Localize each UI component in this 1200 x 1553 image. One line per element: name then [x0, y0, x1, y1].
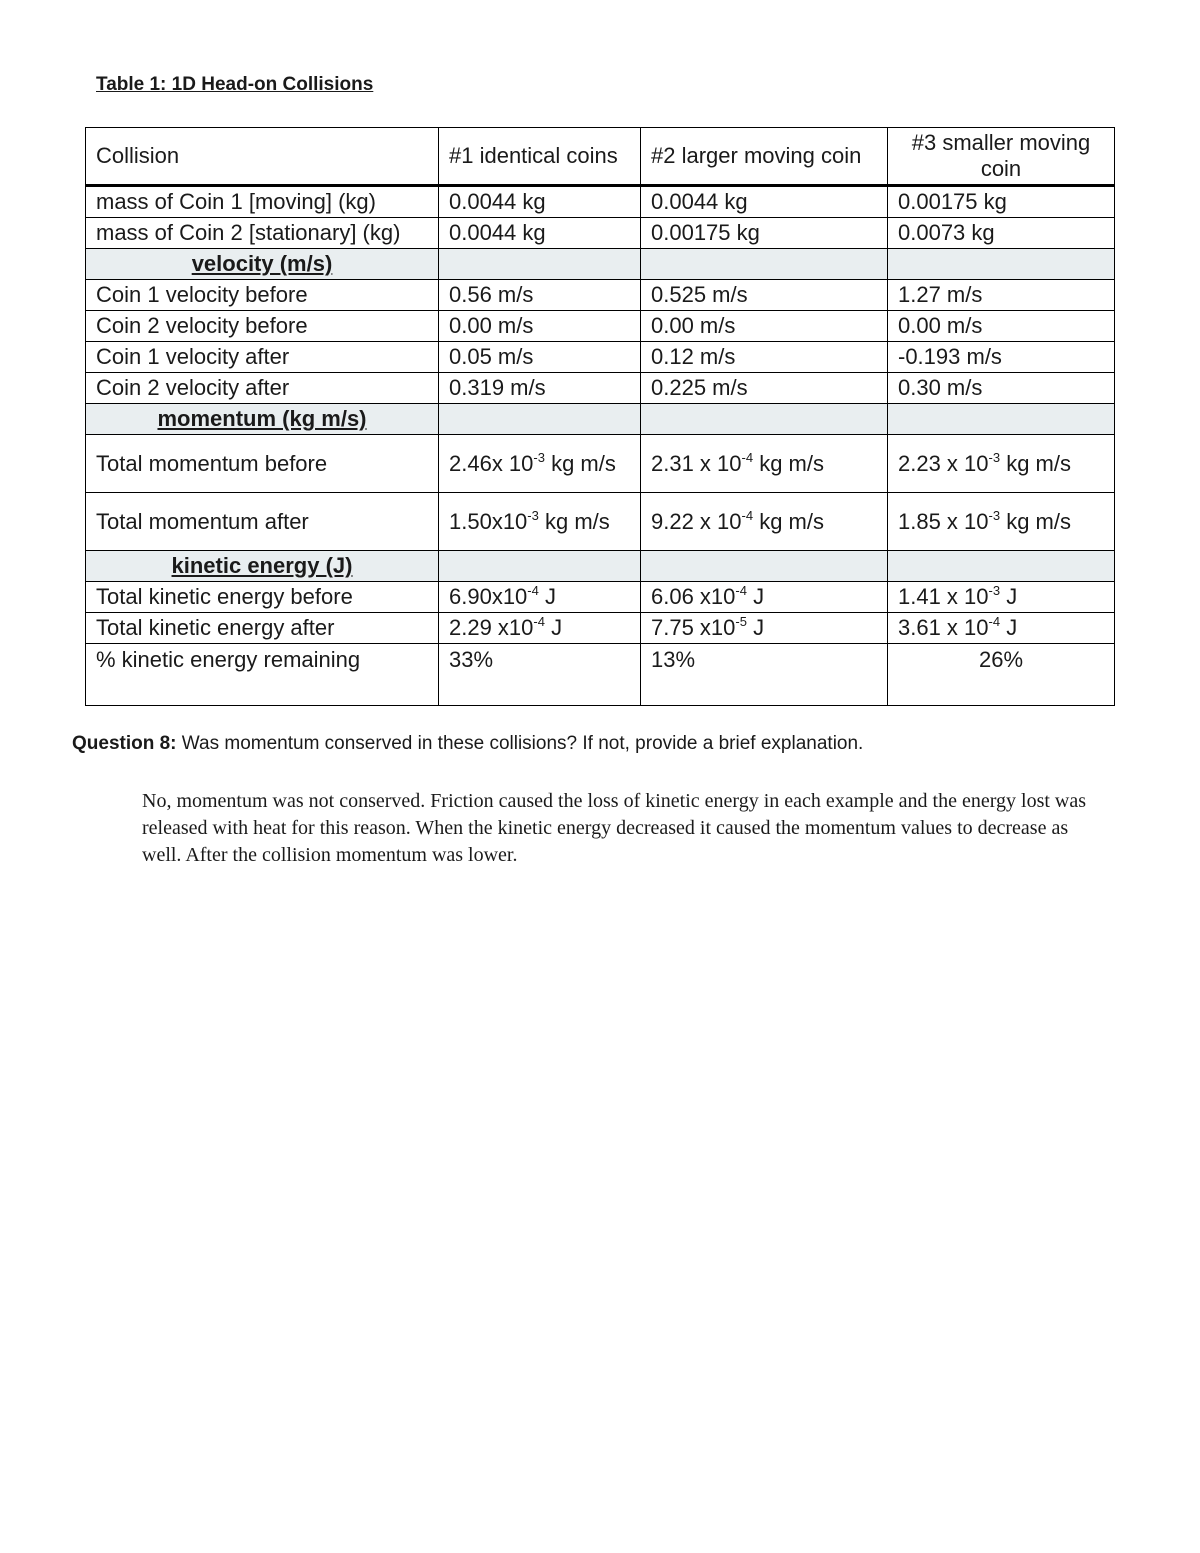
table-cell: 0.56 m/s: [439, 280, 641, 311]
value-unit: J: [746, 584, 765, 609]
value-unit: J: [544, 615, 563, 640]
table-cell: [888, 613, 1115, 644]
table-cell: -0.193 m/s: [888, 342, 1115, 373]
value-unit: J: [746, 615, 765, 640]
value-base: 1.50x10: [449, 508, 528, 534]
header-cell: #2 larger moving coin: [641, 128, 888, 186]
value-exponent: -4: [735, 583, 747, 598]
value-unit: kg m/s: [1000, 450, 1071, 476]
table-cell: 0.05 m/s: [439, 342, 641, 373]
value-base: 2.31 x 10: [651, 450, 742, 476]
section-label: velocity (m/s): [86, 249, 439, 280]
table-cell: [641, 613, 888, 644]
row-label: % kinetic energy remaining: [86, 644, 439, 706]
row-label: Coin 1 velocity before: [86, 280, 439, 311]
collisions-table: [85, 127, 1115, 706]
table-cell: 0.0044 kg: [439, 186, 641, 218]
value-exponent: -4: [741, 507, 754, 523]
table-cell: 26%: [888, 644, 1115, 706]
table-cell: [439, 493, 641, 551]
value-exponent: -3: [988, 449, 1001, 465]
table-row: [86, 435, 1115, 493]
table-row: [86, 218, 1115, 249]
table-cell: 0.00175 kg: [888, 186, 1115, 218]
table-cell: [888, 404, 1115, 435]
table-cell: 0.319 m/s: [439, 373, 641, 404]
question-text: Was momentum conserved in these collisions? If not, provide a brief explanation.: [176, 733, 864, 754]
table-cell: 0.0073 kg: [888, 218, 1115, 249]
table-cell: [641, 493, 888, 551]
value-unit: kg m/s: [1000, 508, 1071, 534]
value-base: 9.22 x 10: [651, 508, 742, 534]
table-cell: 13%: [641, 644, 888, 706]
value-unit: J: [1000, 615, 1018, 640]
row-label: mass of Coin 1 [moving] (kg): [86, 186, 439, 218]
question-label: Question 8:: [72, 733, 177, 754]
table-row: [86, 280, 1115, 311]
table-cell: 0.00175 kg: [641, 218, 888, 249]
value-base: 7.75 x10: [651, 615, 736, 640]
section-row-energy: [86, 551, 1115, 582]
row-label: Coin 1 velocity after: [86, 342, 439, 373]
table-cell: [888, 551, 1115, 582]
header-cell: Collision: [86, 128, 439, 186]
value-base: 1.85 x 10: [898, 508, 989, 534]
table-cell: 0.0044 kg: [439, 218, 641, 249]
value-unit: J: [538, 584, 556, 609]
table-cell: 0.00 m/s: [439, 311, 641, 342]
value-exponent: -4: [988, 614, 1001, 629]
value-exponent: -4: [533, 614, 545, 629]
value-base: 2.23 x 10: [898, 450, 989, 476]
row-label: Total kinetic energy after: [86, 613, 439, 644]
table-cell: [888, 582, 1115, 613]
question-8: [72, 733, 863, 755]
value-base: 2.29 x10: [449, 615, 534, 640]
row-label: Total momentum before: [86, 435, 439, 493]
table-cell: [439, 613, 641, 644]
value-exponent: -4: [741, 449, 754, 465]
value-exponent: -3: [988, 583, 1001, 598]
table-row: [86, 342, 1115, 373]
table-row: [86, 186, 1115, 218]
value-exponent: -4: [527, 583, 539, 598]
value-base: 6.90x10: [449, 584, 528, 609]
header-cell: #3 smaller moving coin: [888, 128, 1115, 186]
table-cell: 0.225 m/s: [641, 373, 888, 404]
value-unit: J: [1000, 584, 1018, 609]
table-cell: 0.00 m/s: [641, 311, 888, 342]
row-label: Total momentum after: [86, 493, 439, 551]
value-exponent: -3: [533, 449, 545, 465]
section-row-velocity: [86, 249, 1115, 280]
table-row: [86, 373, 1115, 404]
table-cell: 0.30 m/s: [888, 373, 1115, 404]
table-cell: [439, 435, 641, 493]
table-cell: [641, 249, 888, 280]
table-cell: [888, 493, 1115, 551]
table-cell: 0.12 m/s: [641, 342, 888, 373]
value-unit: kg m/s: [753, 450, 824, 476]
section-label: kinetic energy (J): [86, 551, 439, 582]
table-cell: [641, 582, 888, 613]
table-row: [86, 644, 1115, 706]
row-label: Total kinetic energy before: [86, 582, 439, 613]
row-label: Coin 2 velocity before: [86, 311, 439, 342]
table-cell: 0.0044 kg: [641, 186, 888, 218]
table-cell: [439, 249, 641, 280]
value-base: 6.06 x10: [651, 584, 736, 609]
value-unit: kg m/s: [544, 450, 616, 476]
value-base: 1.41 x 10: [898, 584, 989, 609]
table-cell: [888, 249, 1115, 280]
table-header-row: [86, 128, 1115, 186]
table-cell: [641, 435, 888, 493]
table-cell: [439, 582, 641, 613]
table-cell: [641, 404, 888, 435]
value-unit: kg m/s: [753, 508, 824, 534]
value-exponent: -3: [527, 507, 539, 523]
table-cell: [439, 551, 641, 582]
table-title: Table 1: 1D Head-on Collisions: [96, 74, 374, 95]
table-cell: 1.27 m/s: [888, 280, 1115, 311]
value-unit: kg m/s: [538, 508, 610, 534]
value-base: 2.46x 10: [449, 450, 534, 476]
header-cell: #1 identical coins: [439, 128, 641, 186]
section-label: momentum (kg m/s): [86, 404, 439, 435]
table-row: [86, 311, 1115, 342]
value-exponent: -3: [988, 507, 1001, 523]
table-cell: [641, 551, 888, 582]
table-row: [86, 613, 1115, 644]
value-exponent: -5: [735, 614, 747, 629]
table-row: [86, 582, 1115, 613]
value-base: 3.61 x 10: [898, 615, 989, 640]
table-cell: 33%: [439, 644, 641, 706]
answer-paragraph: No, momentum was not conserved. Friction caused the loss of kinetic energy in each example and the energy lost was released with heat for this reason. When the kinetic energy decreased it caused the momentum values to decrease as well. After the collision momentum was lower.: [142, 790, 1087, 866]
table-row: [86, 493, 1115, 551]
table-cell: 0.00 m/s: [888, 311, 1115, 342]
row-label: mass of Coin 2 [stationary] (kg): [86, 218, 439, 249]
table-cell: [888, 435, 1115, 493]
section-row-momentum: [86, 404, 1115, 435]
row-label: Coin 2 velocity after: [86, 373, 439, 404]
table-cell: [439, 404, 641, 435]
table-cell: 0.525 m/s: [641, 280, 888, 311]
